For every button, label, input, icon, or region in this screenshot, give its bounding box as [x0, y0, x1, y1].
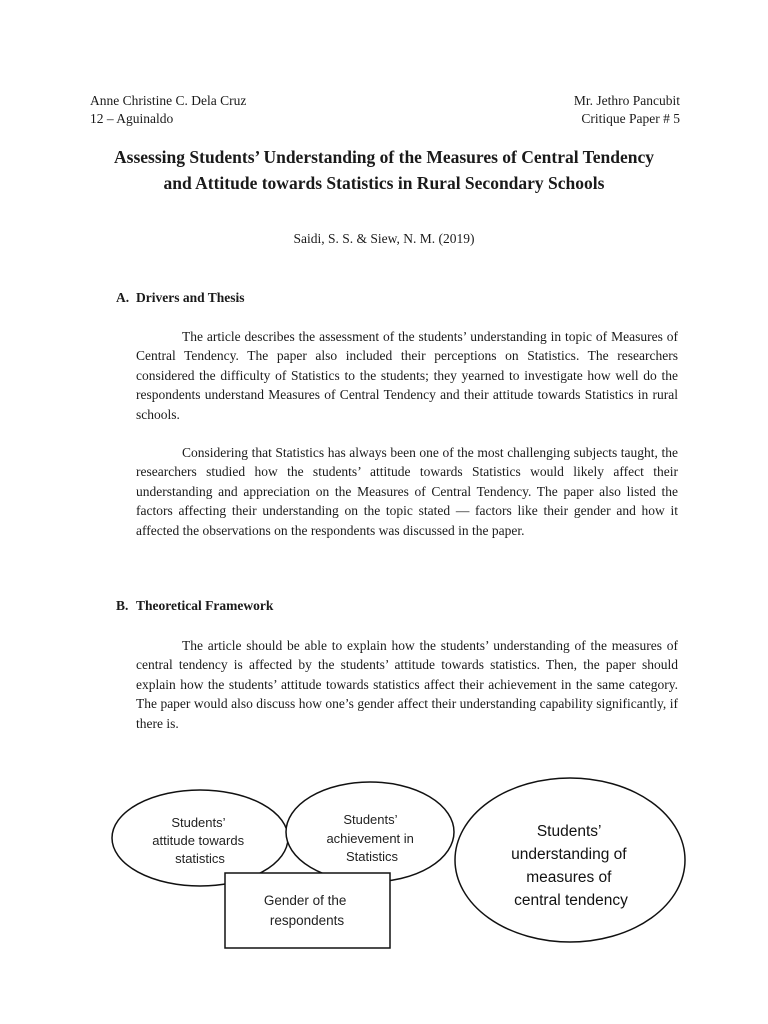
- section-b-paragraph-1: The article should be able to explain how the students’ understanding of the measures of central tendency is affected by the students’ attitude towards statistics. Then, the paper should explain how the students’ attitude towards statistics affect their achievement in the same category. The paper would also discuss how one’s gender affect their understanding capability significantly, if there is.: [136, 638, 678, 731]
- attitude-label: Students’ attitude towards statistics: [152, 815, 245, 866]
- section-a-paragraph-2: Considering that Statistics has always been one of the most challenging subjects taught, the researchers studied how the students’ attitude towards Statistics would likely affect their understanding and appreciation on the Measures of Central Tendency. The paper also listed the factors affecting their understanding on the topic stated — factors like their gender and how it affected the observations on the respondents was discussed in the paper.: [136, 445, 678, 538]
- class-section: 12 – Aguinaldo: [90, 111, 174, 126]
- understanding-label: Students’ understanding of measures of central tendency: [511, 823, 628, 909]
- citation: Saidi, S. S. & Siew, N. M. (2019): [293, 231, 475, 246]
- paper-label: Critique Paper # 5: [581, 111, 680, 126]
- section-a-paragraph-1: The article describes the assessment of the students’ understanding in topic of Measures of Central Tendency. The paper also included their perceptions on Statistics. The researchers considered the difficulty of Statistics to the students; they yearned to investigate how well do the respondents understand Measures of Central Tendency and their attitude towards Statistics in rural schools.: [136, 329, 678, 422]
- teacher-name: Mr. Jethro Pancubit: [573, 93, 680, 108]
- section-a-title: Drivers and Thesis: [136, 290, 245, 305]
- document-title: Assessing Students’ Understanding of the Measures of Central Tendency and Attitude towards Statistics in Rural Secondary Schools: [114, 147, 654, 193]
- author-name: Anne Christine C. Dela Cruz: [90, 93, 247, 108]
- gender-label: Gender of the respondents: [263, 893, 347, 928]
- section-b-letter: B.: [116, 598, 129, 613]
- section-a-letter: A.: [116, 290, 130, 305]
- gender-box: [225, 873, 390, 948]
- section-b-title: Theoretical Framework: [136, 598, 274, 613]
- achievement-label: Students’ achievement in Statistics: [326, 812, 414, 864]
